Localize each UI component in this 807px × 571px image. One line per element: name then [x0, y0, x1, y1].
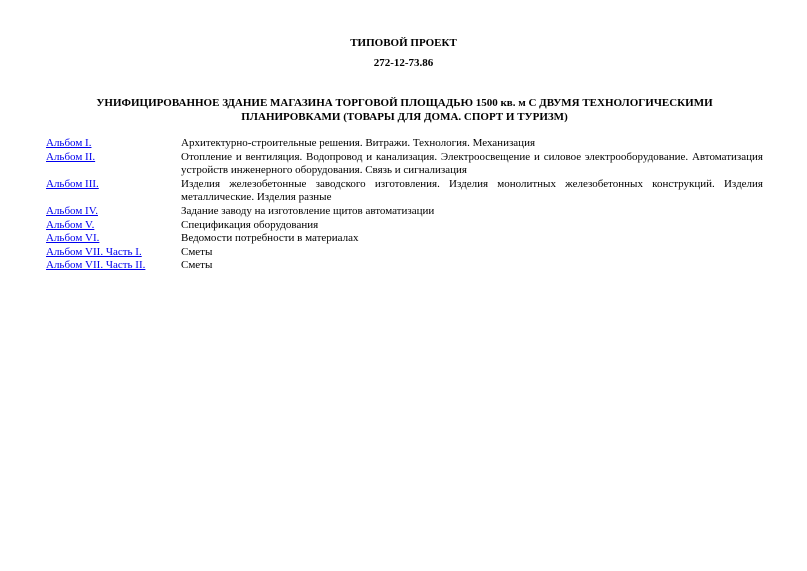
album-row [46, 137, 763, 151]
album-description: Изделия железобетонные заводского изготовления. Изделия монолитных железобетонных конструкций. Изделия металлические. Изделия разные [181, 177, 763, 204]
album-link-7-part-1[interactable]: Альбом VII. Часть I. [46, 245, 142, 258]
document-type-heading: ТИПОВОЙ ПРОЕКТ [350, 37, 457, 49]
document-title: УНИФИЦИРОВАННОЕ ЗДАНИЕ МАГАЗИНА ТОРГОВОЙ ПЛОЩАДЬЮ 1500 кв. м С ДВУМЯ ТЕХНОЛОГИЧЕСКИМИ ПЛАНИРОВКАМИ (ТОВАРЫ ДЛЯ ДОМА. СПОРТ И ТУРИЗМ) [96, 97, 713, 123]
album-row [46, 205, 763, 219]
album-description: Сметы [181, 259, 213, 272]
album-link-7-part-2[interactable]: Альбом VII. Часть II. [46, 259, 146, 272]
album-description: Ведомости потребности в материалах [181, 232, 359, 245]
album-row [46, 219, 763, 233]
album-row [46, 232, 763, 246]
album-description: Отопление и вентиляция. Водопровод и канализация. Электроосвещение и силовое электрооборудование. Автоматизация устройств инженерного оборудования. Связь и сигнализация [181, 150, 763, 177]
album-description: Спецификация оборудования [181, 218, 319, 231]
album-link-4[interactable]: Альбом IV. [46, 204, 98, 217]
album-description: Задание заводу на изготовление щитов автоматизации [181, 204, 435, 217]
album-link-1[interactable]: Альбом I. [46, 137, 92, 149]
album-link-2[interactable]: Альбом II. [46, 150, 96, 163]
album-row [46, 259, 763, 273]
album-description: Архитектурно-строительные решения. Витражи. Технология. Механизация [181, 137, 536, 149]
album-description: Сметы [181, 245, 213, 258]
album-row [46, 178, 763, 205]
album-list [46, 137, 763, 273]
album-row [46, 151, 763, 178]
album-row [46, 246, 763, 260]
document-number: 272-12-73.86 [373, 57, 434, 69]
album-link-6[interactable]: Альбом VI. [46, 232, 100, 245]
album-link-5[interactable]: Альбом V. [46, 218, 95, 231]
album-link-3[interactable]: Альбом III. [46, 177, 99, 190]
